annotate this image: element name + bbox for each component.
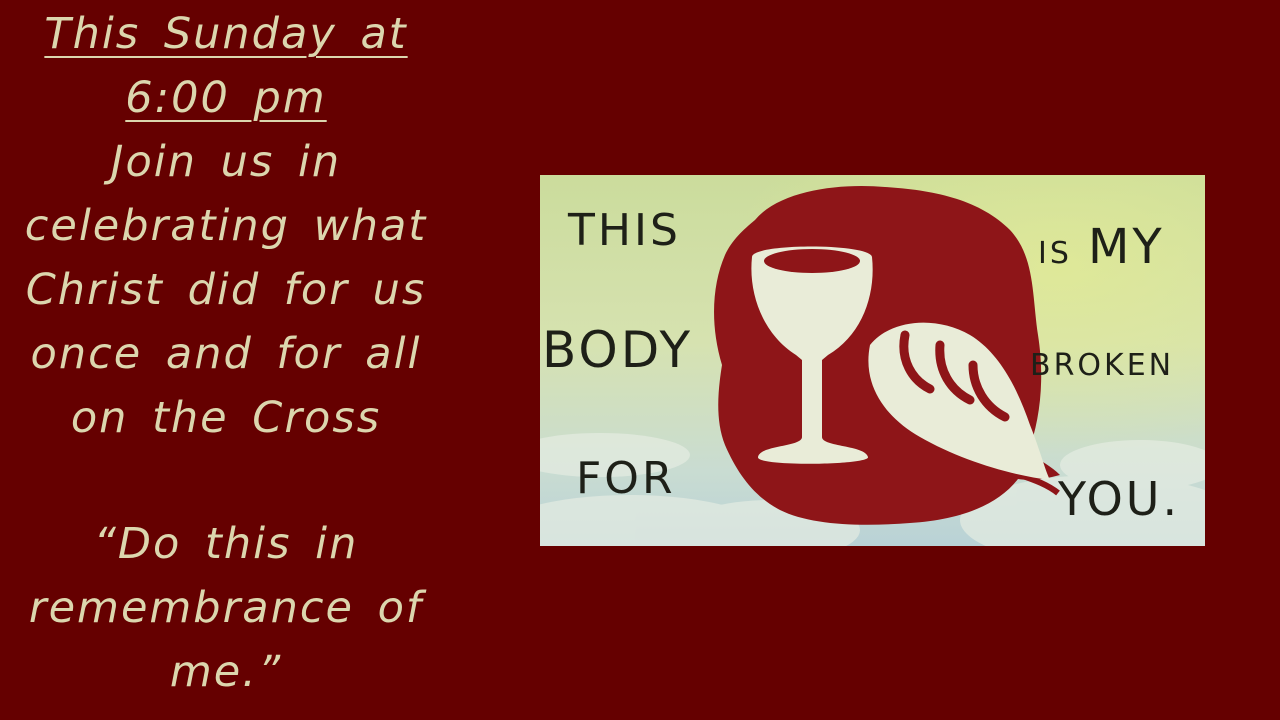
word-body: BODY	[542, 321, 694, 379]
word-you: YOU.	[1058, 472, 1181, 526]
word-broken: BROKEN	[1030, 348, 1175, 383]
body-line: Join us in	[110, 137, 342, 187]
word-my: MY	[1088, 219, 1165, 275]
announcement-text	[0, 0, 452, 720]
word-for: FOR	[576, 453, 676, 504]
word-this: THIS	[568, 205, 681, 256]
body-line: once and for all	[30, 329, 422, 379]
quote-line: “Do this in	[93, 519, 359, 569]
body-line: celebrating what	[24, 201, 428, 251]
heading-line-2: 6:00 pm	[125, 73, 327, 123]
body-line: on the Cross	[70, 393, 382, 443]
quote-line: remembrance of	[28, 583, 424, 633]
communion-image	[540, 175, 1205, 546]
body-line: Christ did for us	[25, 265, 427, 315]
quote-line: me.”	[169, 647, 283, 697]
communion-illustration	[540, 175, 1205, 546]
heading-line-1: This Sunday at	[44, 9, 408, 59]
word-is: IS	[1038, 236, 1072, 271]
